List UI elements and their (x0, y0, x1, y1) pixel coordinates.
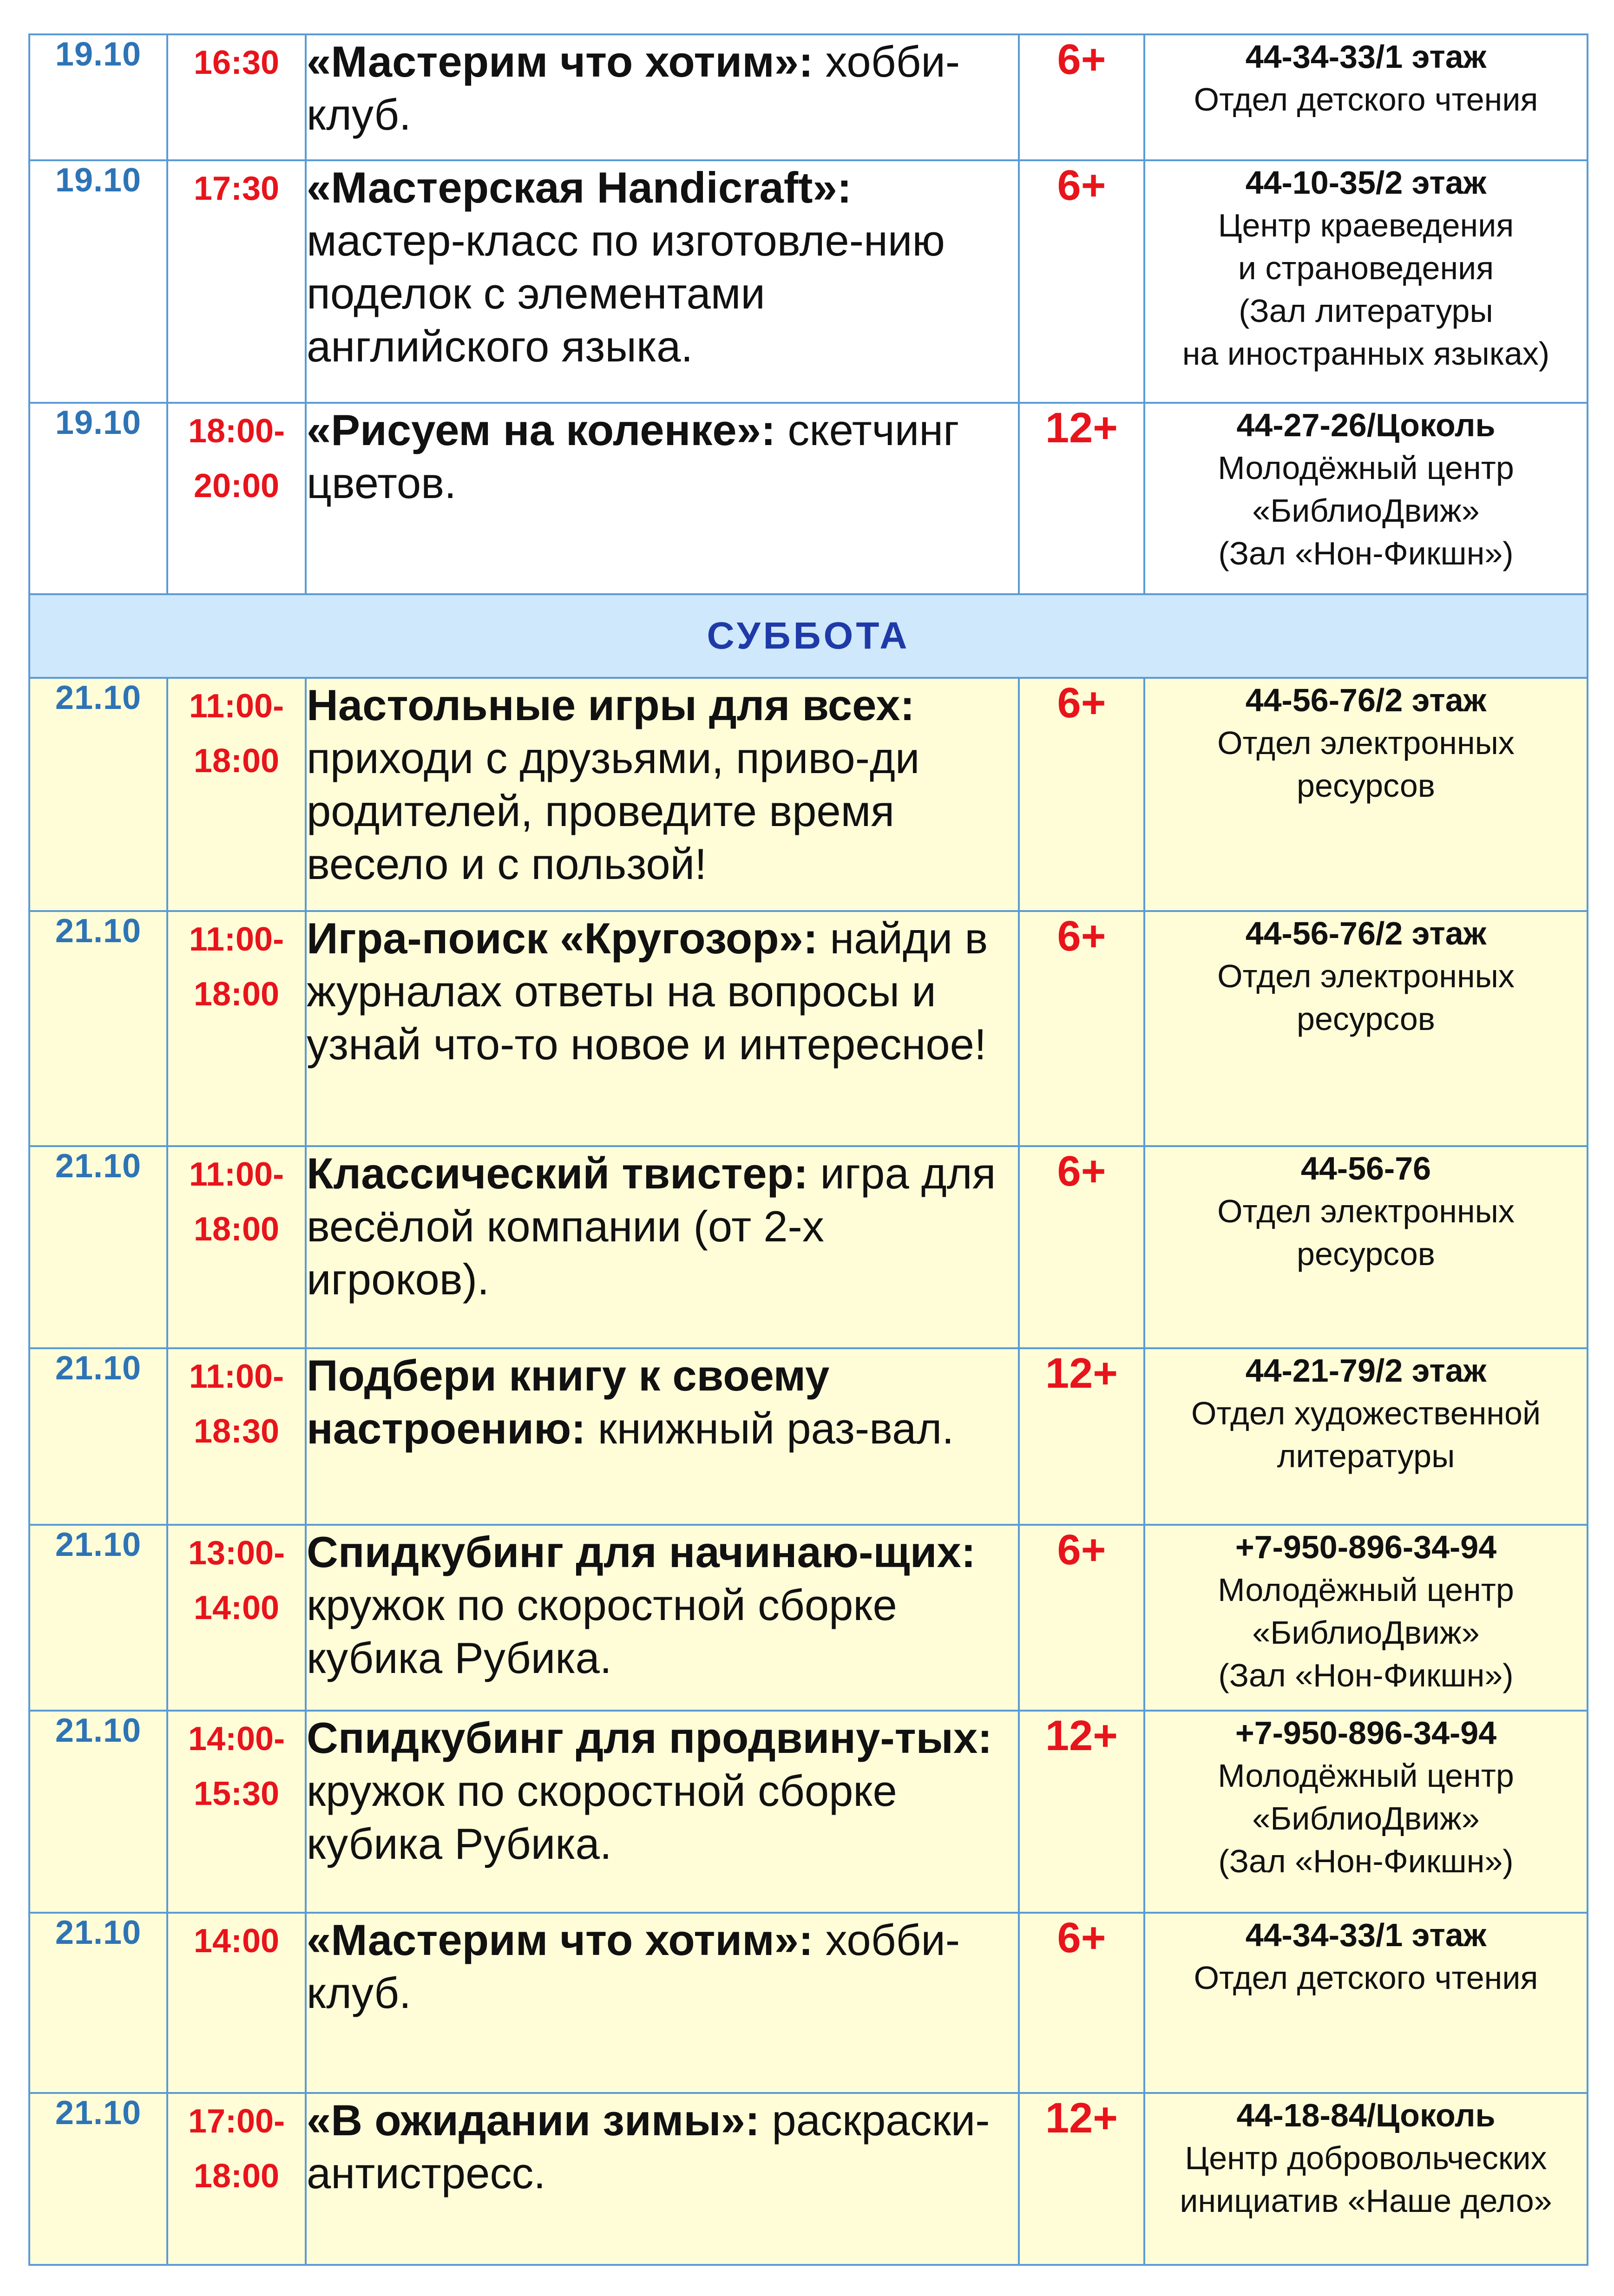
location-phone: 44-27-26/Цоколь (1236, 407, 1496, 443)
event-row (29, 1711, 1588, 1913)
event-time-line: 16:30 (193, 44, 280, 81)
location-phone: 44-56-76/2 этаж (1245, 682, 1487, 718)
location-phone: 44-10-35/2 этаж (1245, 164, 1487, 201)
age-rating: 6+ (1019, 160, 1144, 403)
age-rating: 6+ (1019, 678, 1144, 911)
event-row (29, 34, 1588, 160)
event-date: 19.10 (29, 160, 167, 403)
event-title-bold: Настольные игры для всех: (307, 681, 915, 729)
event-title (306, 160, 1019, 403)
event-title-bold: Спидкубинг для продвину-тых: (307, 1713, 992, 1762)
event-row (29, 1913, 1588, 2093)
event-title-bold: Подбери книгу к своему настроению: (307, 1351, 830, 1453)
location-line: Молодёжный центр (1218, 1758, 1514, 1794)
location-line: Отдел художественной (1191, 1395, 1541, 1431)
event-date: 19.10 (29, 403, 167, 594)
event-location (1144, 1913, 1588, 2093)
location-line: «БиблиоДвиж» (1252, 492, 1480, 529)
event-date: 21.10 (29, 678, 167, 911)
location-line: Центр добровольческих (1185, 2140, 1547, 2176)
location-phone: +7-950-896-34-94 (1235, 1715, 1497, 1751)
location-line: (Зал «Нон-Фикшн») (1218, 1843, 1514, 1879)
event-time-line: 11:00- (189, 1156, 284, 1193)
event-time (167, 911, 306, 1146)
event-time (167, 1711, 306, 1913)
event-time-line: 11:00- (189, 688, 284, 725)
event-time-line: 13:00- (188, 1535, 285, 1572)
age-rating: 6+ (1019, 1913, 1144, 2093)
event-title (306, 1146, 1019, 1348)
event-location (1144, 34, 1588, 160)
event-time-line: 20:00 (193, 467, 280, 505)
location-line: «БиблиоДвиж» (1252, 1800, 1480, 1837)
location-line: Отдел электронных (1217, 958, 1515, 994)
event-time-line: 18:00 (193, 2158, 280, 2195)
event-date: 21.10 (29, 1348, 167, 1525)
event-date: 19.10 (29, 34, 167, 160)
event-row (29, 403, 1588, 594)
event-title-description: найди в журналах ответы на вопросы и узнай что-то новое и интересное! (307, 914, 988, 1069)
event-title-bold: Спидкубинг для начинаю-щих: (307, 1528, 976, 1576)
event-time-line: 14:00 (193, 1589, 280, 1627)
day-header-row (29, 594, 1588, 678)
age-rating: 12+ (1019, 403, 1144, 594)
event-title-description: кружок по скоростной сборке кубика Рубика. (307, 1581, 897, 1682)
event-time-line: 18:30 (193, 1413, 280, 1450)
age-rating: 6+ (1019, 34, 1144, 160)
event-time-line: 18:00- (188, 413, 285, 450)
event-time-line: 18:00 (193, 1211, 280, 1248)
event-title (306, 678, 1019, 911)
event-time (167, 403, 306, 594)
event-time (167, 1913, 306, 2093)
event-time-line: 11:00- (189, 1358, 284, 1395)
event-title-bold: Игра-поиск «Кругозор»: (307, 914, 818, 963)
location-line: Молодёжный центр (1218, 450, 1514, 486)
location-line: ресурсов (1297, 768, 1435, 804)
event-time-line: 17:30 (193, 170, 280, 207)
location-phone: 44-56-76/2 этаж (1245, 915, 1487, 951)
event-row (29, 1146, 1588, 1348)
location-line: и страноведения (1238, 250, 1494, 286)
day-header: СУББОТА (29, 594, 1588, 678)
event-schedule-table (28, 33, 1588, 2266)
event-location (1144, 403, 1588, 594)
event-title (306, 1525, 1019, 1711)
event-title-description: кружок по скоростной сборке кубика Рубика. (307, 1766, 897, 1868)
age-rating: 6+ (1019, 911, 1144, 1146)
event-title-bold: «Рисуем на коленке»: (307, 406, 776, 454)
event-time-line: 18:00 (193, 976, 280, 1013)
event-title-bold: «Мастерим что хотим»: (307, 37, 814, 86)
event-time (167, 1146, 306, 1348)
event-title-description: книжный раз-вал. (585, 1404, 954, 1453)
event-location (1144, 1711, 1588, 1913)
event-row (29, 2093, 1588, 2265)
event-title-bold: «В ожидании зимы»: (307, 2096, 760, 2145)
event-row (29, 1348, 1588, 1525)
event-row (29, 160, 1588, 403)
location-line: ресурсов (1297, 1001, 1435, 1037)
location-line: Отдел детского чтения (1194, 81, 1538, 118)
location-phone: +7-950-896-34-94 (1235, 1529, 1497, 1565)
event-title-description: скетчинг цветов. (307, 406, 959, 507)
event-time-line: 18:00 (193, 742, 280, 780)
location-line: (Зал «Нон-Фикшн») (1218, 1657, 1514, 1693)
event-time (167, 678, 306, 911)
event-row (29, 911, 1588, 1146)
event-time-line: 17:00- (188, 2103, 285, 2140)
event-title-bold: Классический твистер: (307, 1149, 808, 1198)
event-time-line: 14:00- (188, 1720, 285, 1758)
location-line: (Зал литературы (1239, 293, 1493, 329)
event-title (306, 2093, 1019, 2265)
event-row (29, 678, 1588, 911)
event-title-bold: «Мастерим что хотим»: (307, 1916, 814, 1964)
event-date: 21.10 (29, 1711, 167, 1913)
event-date: 21.10 (29, 1525, 167, 1711)
event-time (167, 1525, 306, 1711)
location-phone: 44-34-33/1 этаж (1245, 1917, 1487, 1953)
age-rating: 12+ (1019, 1711, 1144, 1913)
event-title (306, 1913, 1019, 2093)
event-title (306, 403, 1019, 594)
event-time (167, 1348, 306, 1525)
event-location (1144, 1146, 1588, 1348)
event-title-description: раскраски-антистресс. (307, 2096, 990, 2198)
event-title-description: игра для весёлой компании (от 2-х игроков). (307, 1149, 996, 1304)
location-line: Отдел электронных (1217, 1193, 1515, 1229)
event-time-line: 11:00- (189, 921, 284, 958)
location-line: Центр краеведения (1218, 207, 1514, 243)
event-location (1144, 678, 1588, 911)
event-title (306, 34, 1019, 160)
event-date: 21.10 (29, 911, 167, 1146)
location-line: ресурсов (1297, 1236, 1435, 1272)
location-line: на иностранных языках) (1182, 335, 1550, 372)
event-time (167, 160, 306, 403)
event-location (1144, 1525, 1588, 1711)
age-rating: 12+ (1019, 1348, 1144, 1525)
event-location (1144, 2093, 1588, 2265)
event-date: 21.10 (29, 2093, 167, 2265)
age-rating: 6+ (1019, 1146, 1144, 1348)
event-title-description: хобби-клуб. (307, 37, 960, 139)
schedule-body (29, 34, 1588, 2265)
location-phone: 44-56-76 (1300, 1150, 1431, 1187)
event-location (1144, 160, 1588, 403)
location-line: (Зал «Нон-Фикшн») (1218, 535, 1514, 571)
event-location (1144, 1348, 1588, 1525)
location-line: инициатив «Наше дело» (1180, 2183, 1552, 2219)
location-line: Молодёжный центр (1218, 1572, 1514, 1608)
event-time-line: 15:30 (193, 1775, 280, 1812)
event-title-description: мастер-класс по изготовле-нию поделок с элементами английского языка. (307, 216, 945, 371)
event-date: 21.10 (29, 1913, 167, 2093)
location-line: Отдел электронных (1217, 725, 1515, 761)
event-date: 21.10 (29, 1146, 167, 1348)
event-title (306, 1711, 1019, 1913)
age-rating: 6+ (1019, 1525, 1144, 1711)
age-rating: 12+ (1019, 2093, 1144, 2265)
event-title-bold: «Мастерская Handicraft»: (307, 163, 852, 212)
location-phone: 44-18-84/Цоколь (1236, 2097, 1496, 2133)
event-time-line: 14:00 (193, 1922, 280, 1960)
event-title (306, 911, 1019, 1146)
event-location (1144, 911, 1588, 1146)
event-title-description: хобби-клуб. (307, 1916, 960, 2017)
event-title (306, 1348, 1019, 1525)
location-phone: 44-34-33/1 этаж (1245, 39, 1487, 75)
location-line: «БиблиоДвиж» (1252, 1614, 1480, 1651)
location-line: Отдел детского чтения (1194, 1960, 1538, 1996)
event-time (167, 34, 306, 160)
location-phone: 44-21-79/2 этаж (1245, 1352, 1487, 1389)
event-row (29, 1525, 1588, 1711)
event-title-description: приходи с друзьями, приво-ди родителей, проведите время весело и с пользой! (307, 734, 920, 888)
event-time (167, 2093, 306, 2265)
location-line: литературы (1277, 1438, 1455, 1474)
